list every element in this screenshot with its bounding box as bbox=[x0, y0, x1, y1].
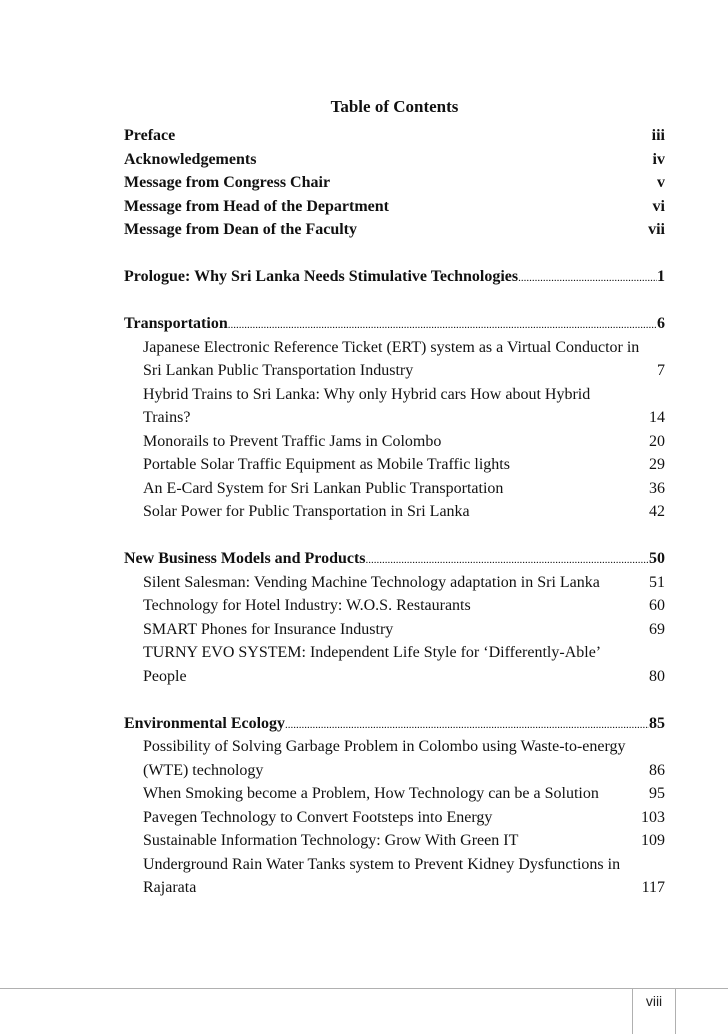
leader-dots bbox=[366, 547, 649, 573]
toc-entry-title: Sustainable Information Technology: Grow With Green IT bbox=[143, 832, 519, 849]
toc-page: 36 bbox=[649, 479, 665, 497]
toc-page: vi bbox=[652, 197, 665, 215]
toc-page: 60 bbox=[649, 597, 665, 614]
toc-entry[interactable] bbox=[124, 618, 665, 642]
toc-page: 50 bbox=[649, 550, 665, 567]
toc-label: Message from Head of the Department bbox=[124, 197, 389, 215]
toc-entry[interactable] bbox=[124, 430, 665, 454]
toc-page: iii bbox=[651, 127, 665, 144]
spacer bbox=[124, 524, 665, 548]
toc-entry[interactable] bbox=[124, 594, 665, 618]
toc-label: Message from Dean of the Faculty bbox=[124, 221, 357, 238]
toc-entry-title: Technology for Hotel Industry: W.O.S. Restaurants bbox=[143, 597, 471, 614]
leader-dots bbox=[518, 265, 657, 291]
footer-rule bbox=[0, 988, 728, 989]
toc-page: 20 bbox=[649, 432, 665, 450]
toc-label: Transportation bbox=[124, 315, 228, 332]
toc-page: 6 bbox=[657, 315, 665, 332]
toc-prologue[interactable] bbox=[124, 265, 665, 289]
spacer bbox=[124, 242, 665, 266]
toc-front-item[interactable] bbox=[124, 148, 665, 172]
toc-page: 7 bbox=[657, 362, 665, 379]
toc-page: 103 bbox=[641, 808, 665, 826]
toc-entry[interactable] bbox=[124, 336, 665, 383]
toc-label: Acknowledgements bbox=[124, 150, 257, 168]
toc-page: vii bbox=[648, 221, 665, 238]
toc-page: 95 bbox=[649, 785, 665, 802]
toc-page: v bbox=[657, 174, 665, 191]
toc-entry[interactable] bbox=[124, 806, 665, 830]
toc-page: 1 bbox=[657, 268, 665, 285]
toc-section-ecology[interactable] bbox=[124, 712, 665, 736]
toc-entry-title: Portable Solar Traffic Equipment as Mobile Traffic lights bbox=[143, 456, 510, 473]
toc-page: 85 bbox=[649, 714, 665, 732]
toc-page: 14 bbox=[649, 409, 665, 426]
toc-label: Prologue: Why Sri Lanka Needs Stimulative Technologies bbox=[124, 268, 519, 285]
toc-entry-title: Japanese Electronic Reference Ticket (ERT) system as a Virtual Conductor in Sri Lankan Public Transportation Industry bbox=[143, 338, 640, 379]
toc-entry[interactable] bbox=[124, 782, 665, 806]
toc-label: New Business Models and Products bbox=[124, 550, 366, 567]
toc-label: Preface bbox=[124, 127, 176, 144]
toc-entry-title: When Smoking become a Problem, How Technology can be a Solution bbox=[143, 785, 599, 802]
toc-entry[interactable] bbox=[124, 735, 665, 782]
toc-entry-title: SMART Phones for Insurance Industry bbox=[143, 620, 394, 638]
spacer bbox=[124, 688, 665, 712]
toc-label: Environmental Ecology bbox=[124, 714, 286, 732]
leader-dots bbox=[285, 712, 649, 738]
toc-front-item[interactable] bbox=[124, 171, 665, 195]
toc-title: Table of Contents bbox=[330, 97, 459, 116]
spacer bbox=[124, 289, 665, 313]
toc-page: 86 bbox=[649, 761, 665, 779]
toc-entry[interactable] bbox=[124, 571, 665, 595]
toc-entry-title: Underground Rain Water Tanks system to Prevent Kidney Dysfunctions in Rajarata bbox=[143, 855, 621, 896]
toc-front-item[interactable] bbox=[124, 218, 665, 242]
toc-page: 109 bbox=[641, 832, 665, 849]
toc-page: iv bbox=[652, 150, 665, 168]
toc-page: 51 bbox=[649, 573, 665, 591]
toc-entry-title: Possibility of Solving Garbage Problem in Colombo using Waste-to-energy (WTE) technology bbox=[143, 738, 626, 779]
toc-page: 117 bbox=[641, 879, 665, 896]
toc-page: 80 bbox=[649, 667, 665, 685]
toc-entry-title: TURNY EVO SYSTEM: Independent Life Style for ‘Differently-Able’ People bbox=[143, 644, 600, 685]
toc-entry[interactable] bbox=[124, 477, 665, 501]
toc-section-business[interactable] bbox=[124, 547, 665, 571]
toc-entry[interactable] bbox=[124, 453, 665, 477]
toc bbox=[124, 92, 665, 900]
toc-entry-title: Silent Salesman: Vending Machine Technology adaptation in Sri Lanka bbox=[143, 573, 600, 591]
toc-entry[interactable] bbox=[124, 829, 665, 853]
toc-section-transportation[interactable] bbox=[124, 312, 665, 336]
toc-entry[interactable] bbox=[124, 383, 665, 430]
leader-dots bbox=[228, 312, 657, 338]
toc-front-item[interactable] bbox=[124, 195, 665, 219]
toc-entry-title: An E-Card System for Sri Lankan Public Transportation bbox=[143, 479, 504, 497]
toc-page: 69 bbox=[649, 620, 665, 638]
toc-entry-title: Pavegen Technology to Convert Footsteps into Energy bbox=[143, 808, 493, 826]
toc-page: 29 bbox=[649, 456, 665, 473]
toc-entry[interactable] bbox=[124, 500, 665, 524]
page-number: viii bbox=[632, 988, 676, 1034]
toc-entry[interactable] bbox=[124, 641, 665, 688]
toc-label: Message from Congress Chair bbox=[124, 174, 331, 191]
toc-page: 42 bbox=[649, 503, 665, 520]
toc-entry-title: Hybrid Trains to Sri Lanka: Why only Hybrid cars How about Hybrid Trains? bbox=[143, 385, 591, 426]
toc-entry-title: Solar Power for Public Transportation in Sri Lanka bbox=[143, 503, 470, 520]
toc-entry[interactable] bbox=[124, 853, 665, 900]
toc-entry-title: Monorails to Prevent Traffic Jams in Colombo bbox=[143, 432, 442, 450]
toc-front-item[interactable] bbox=[124, 124, 665, 148]
